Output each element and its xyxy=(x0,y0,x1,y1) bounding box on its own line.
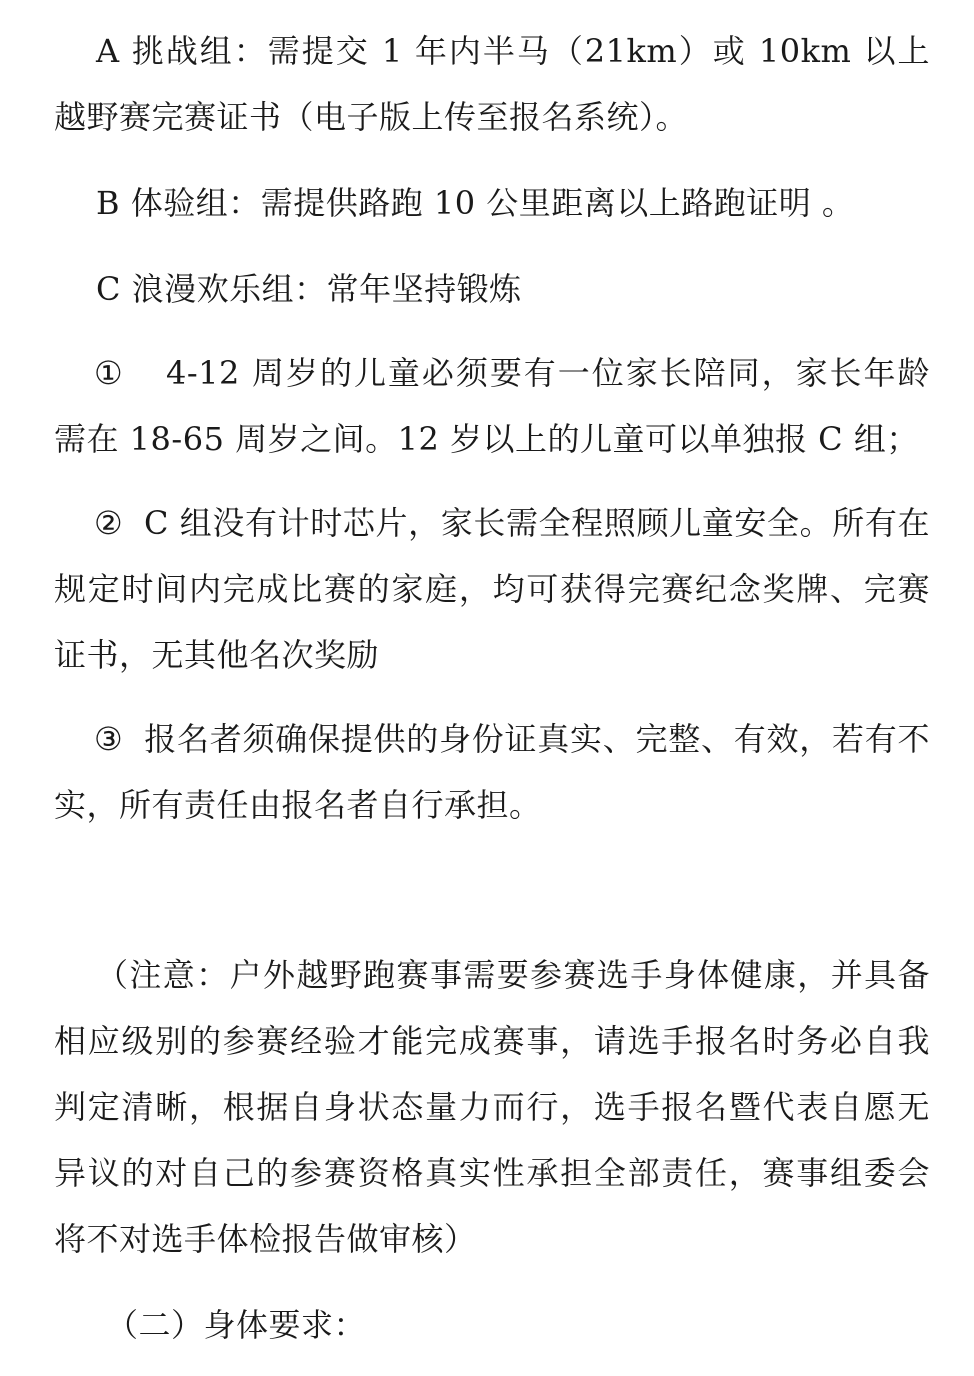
rule-3-marker: ③ xyxy=(94,720,124,758)
section-heading: （二）身体要求： xyxy=(106,1306,367,1344)
rule-3-paragraph xyxy=(54,706,930,838)
rule-3-text: 报名者须确保提供的身份证真实、完整、有效，若有不实，所有责任由报名者自行承担。 xyxy=(54,720,930,824)
note-paragraph: （注意：户外越野跑赛事需要参赛选手身体健康，并具备相应级别的参赛经验才能完成赛事，请选手报名时务必自我判定清晰，根据自身状态量力而行，选手报名暨代表自愿无异议的对自己的参赛资格真实性承担全部责任，赛事组委会将不对选手体检报告做审核） xyxy=(54,956,930,1258)
rule-2-text: C 组没有计时芯片，家长需全程照顾儿童安全。所有在规定时间内完成比赛的家庭，均可获得完赛纪念奖牌、完赛证书，无其他名次奖励 xyxy=(54,504,930,674)
group-b-paragraph: B 体验组：需提供路跑 10 公里距离以上路跑证明 。 xyxy=(96,184,855,222)
rule-1-text: 4-12 周岁的儿童必须要有一位家长陪同，家长年龄需在 18-65 周岁之间。12 岁以上的儿童可以单独报 C 组； xyxy=(54,354,930,458)
rule-1-marker: ① xyxy=(94,354,124,392)
group-c-paragraph: C 浪漫欢乐组：常年坚持锻炼 xyxy=(96,270,522,308)
group-a-paragraph: A 挑战组：需提交 1 年内半马（21km）或 10km 以上越野赛完赛证书（电子版上传至报名系统）。 xyxy=(54,32,930,136)
rule-2-marker: ② xyxy=(94,504,124,542)
rule-1-paragraph xyxy=(54,340,930,472)
rule-2-paragraph xyxy=(54,490,930,688)
